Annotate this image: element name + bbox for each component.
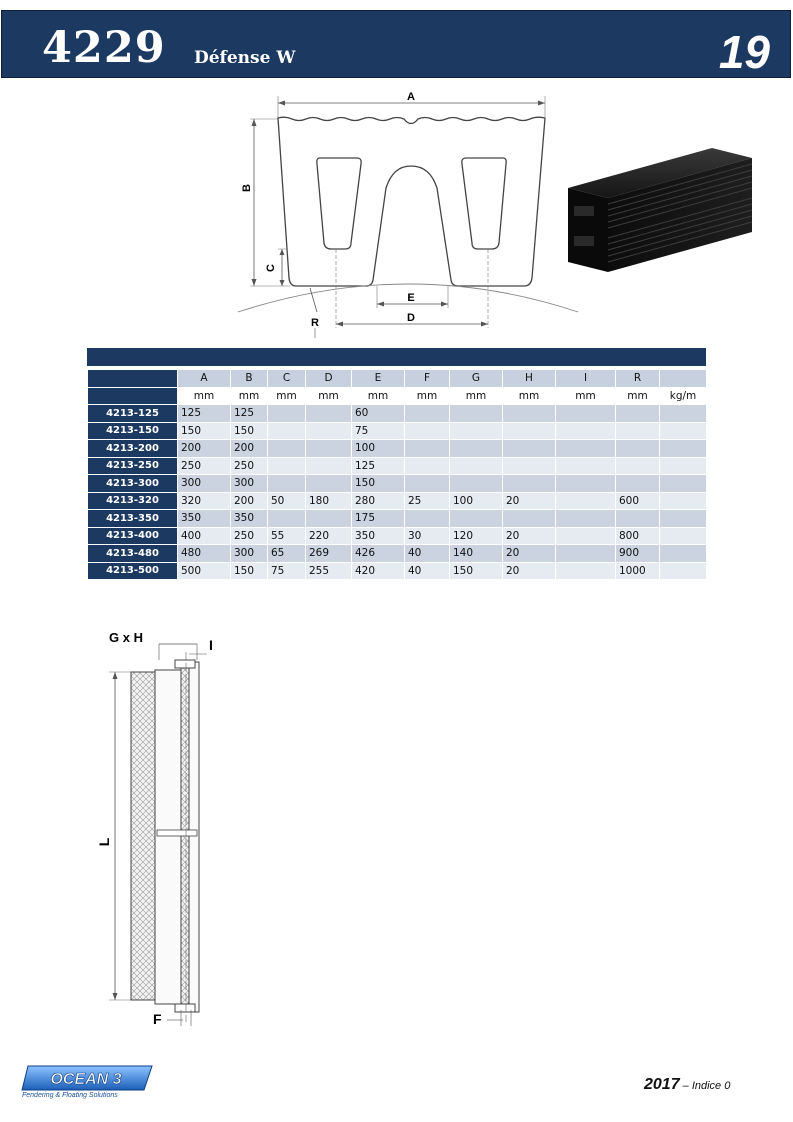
table-cell: R bbox=[616, 370, 660, 388]
table-cell bbox=[660, 527, 707, 545]
table-cell: 20 bbox=[503, 545, 556, 563]
row-reference: 4213-400 bbox=[88, 527, 178, 545]
table-cell: C bbox=[268, 370, 306, 388]
table-cell: mm bbox=[616, 387, 660, 405]
table-cell: 100 bbox=[352, 440, 405, 458]
table-row bbox=[88, 475, 707, 493]
table-cell: I bbox=[556, 370, 616, 388]
table-banner bbox=[87, 348, 706, 366]
table-row bbox=[88, 422, 707, 440]
table-cell: 600 bbox=[616, 492, 660, 510]
table-cell: E bbox=[352, 370, 405, 388]
table-cell: mm bbox=[306, 387, 352, 405]
table-cell: 125 bbox=[178, 405, 231, 423]
table-cell bbox=[556, 527, 616, 545]
table-cell: 480 bbox=[178, 545, 231, 563]
fender-side-body bbox=[131, 652, 199, 1022]
product-render bbox=[562, 140, 762, 280]
table-cell: 350 bbox=[231, 510, 268, 528]
table-cell bbox=[405, 475, 450, 493]
table-cell bbox=[660, 510, 707, 528]
table-cell bbox=[268, 475, 306, 493]
label-d: D bbox=[407, 312, 415, 324]
table-cell: 40 bbox=[405, 545, 450, 563]
table-cell: B bbox=[231, 370, 268, 388]
table-cell bbox=[503, 457, 556, 475]
table-cell: 125 bbox=[231, 405, 268, 423]
fender-profile bbox=[278, 117, 545, 286]
table-cell bbox=[556, 562, 616, 580]
dimension-f bbox=[153, 1010, 191, 1027]
dimensions-table bbox=[87, 369, 707, 580]
table-cell bbox=[450, 405, 503, 423]
table-cell bbox=[450, 440, 503, 458]
row-reference: 4213-480 bbox=[88, 545, 178, 563]
table-row bbox=[88, 527, 707, 545]
label-l: L bbox=[96, 837, 112, 847]
table-cell: 800 bbox=[616, 527, 660, 545]
row-reference: 4213-350 bbox=[88, 510, 178, 528]
year-text: 2017 bbox=[644, 1076, 680, 1093]
table-cell: mm bbox=[178, 387, 231, 405]
table-cell bbox=[556, 510, 616, 528]
table-cell: H bbox=[503, 370, 556, 388]
row-reference: 4213-125 bbox=[88, 405, 178, 423]
radius-marker bbox=[310, 288, 319, 338]
table-cell bbox=[556, 475, 616, 493]
table-cell: 200 bbox=[178, 440, 231, 458]
table-cell: mm bbox=[405, 387, 450, 405]
title-bar bbox=[1, 10, 791, 78]
table-cell: 300 bbox=[231, 545, 268, 563]
row-reference: 4213-200 bbox=[88, 440, 178, 458]
row-reference: 4213-500 bbox=[88, 562, 178, 580]
table-cell: 65 bbox=[268, 545, 306, 563]
table-cell bbox=[660, 440, 707, 458]
row-reference bbox=[88, 370, 178, 388]
table-cell: 150 bbox=[352, 475, 405, 493]
table-cell bbox=[503, 510, 556, 528]
table-cell: 426 bbox=[352, 545, 405, 563]
dimension-e bbox=[377, 286, 448, 308]
table-cell bbox=[450, 510, 503, 528]
indice-text: – Indice 0 bbox=[679, 1080, 731, 1092]
table-row bbox=[88, 405, 707, 423]
table-cell: 900 bbox=[616, 545, 660, 563]
table-row bbox=[88, 492, 707, 510]
table-cell bbox=[556, 492, 616, 510]
table-cell: 269 bbox=[306, 545, 352, 563]
table-cell bbox=[450, 422, 503, 440]
table-cell: mm bbox=[556, 387, 616, 405]
table-cell bbox=[616, 457, 660, 475]
table-cell: 220 bbox=[306, 527, 352, 545]
table-cell bbox=[616, 440, 660, 458]
table-cell bbox=[268, 422, 306, 440]
table-cell bbox=[660, 545, 707, 563]
table-column-headers bbox=[88, 370, 707, 388]
table-cell: 1000 bbox=[616, 562, 660, 580]
table-cell: 280 bbox=[352, 492, 405, 510]
table-cell bbox=[556, 545, 616, 563]
label-i: I bbox=[209, 637, 213, 653]
table-cell: 20 bbox=[503, 527, 556, 545]
table-cell: 250 bbox=[231, 527, 268, 545]
table-cell bbox=[405, 510, 450, 528]
table-cell bbox=[306, 510, 352, 528]
table-cell bbox=[556, 422, 616, 440]
profile-drawing bbox=[230, 88, 590, 343]
table-cell: 175 bbox=[352, 510, 405, 528]
table-cell bbox=[660, 492, 707, 510]
table-cell bbox=[660, 562, 707, 580]
label-f: F bbox=[153, 1011, 162, 1027]
row-reference bbox=[88, 387, 178, 405]
table-cell: 25 bbox=[405, 492, 450, 510]
table-cell: mm bbox=[268, 387, 306, 405]
dimension-a bbox=[278, 91, 545, 117]
table-cell bbox=[503, 405, 556, 423]
table-cell: 75 bbox=[352, 422, 405, 440]
table-cell: 250 bbox=[178, 457, 231, 475]
logo-tagline: Fendering & Floating Solutions bbox=[22, 1092, 118, 1099]
table-cell: 100 bbox=[450, 492, 503, 510]
ocean3-logo bbox=[20, 1064, 155, 1094]
table-cell bbox=[503, 422, 556, 440]
table-cell: 40 bbox=[405, 562, 450, 580]
table-cell bbox=[660, 475, 707, 493]
table-cell: 200 bbox=[231, 492, 268, 510]
table-cell: 30 bbox=[405, 527, 450, 545]
table-cell bbox=[450, 457, 503, 475]
table-cell: 120 bbox=[450, 527, 503, 545]
table-cell bbox=[405, 457, 450, 475]
table-cell: 420 bbox=[352, 562, 405, 580]
table-cell: 55 bbox=[268, 527, 306, 545]
table-cell: 180 bbox=[306, 492, 352, 510]
table-cell: kg/m bbox=[660, 387, 707, 405]
table-cell bbox=[556, 405, 616, 423]
table-cell: 350 bbox=[352, 527, 405, 545]
table-cell bbox=[616, 405, 660, 423]
table-cell bbox=[660, 457, 707, 475]
table-cell bbox=[405, 440, 450, 458]
label-b: B bbox=[241, 184, 253, 192]
table-cell: 300 bbox=[231, 475, 268, 493]
table-cell: 20 bbox=[503, 492, 556, 510]
label-c: C bbox=[265, 264, 277, 272]
table-cell: mm bbox=[450, 387, 503, 405]
table-cell: mm bbox=[503, 387, 556, 405]
row-reference: 4213-320 bbox=[88, 492, 178, 510]
table-cell: 150 bbox=[231, 422, 268, 440]
label-a: A bbox=[407, 91, 415, 103]
product-number: 4229 bbox=[42, 23, 166, 73]
row-reference: 4213-250 bbox=[88, 457, 178, 475]
table-cell bbox=[306, 422, 352, 440]
table-cell: 255 bbox=[306, 562, 352, 580]
table-cell: 150 bbox=[231, 562, 268, 580]
table-cell bbox=[616, 510, 660, 528]
table-cell: 150 bbox=[450, 562, 503, 580]
table-cell: A bbox=[178, 370, 231, 388]
side-view-drawing bbox=[95, 622, 235, 1042]
table-cell bbox=[405, 405, 450, 423]
table-cell: 50 bbox=[268, 492, 306, 510]
table-cell bbox=[306, 475, 352, 493]
label-gxh: G x H bbox=[109, 630, 143, 645]
table-cell bbox=[306, 457, 352, 475]
table-cell bbox=[405, 422, 450, 440]
table-cell bbox=[268, 457, 306, 475]
table-cell: 320 bbox=[178, 492, 231, 510]
footer-year bbox=[644, 1076, 730, 1094]
table-cell bbox=[268, 405, 306, 423]
table-cell bbox=[268, 510, 306, 528]
table-cell bbox=[660, 422, 707, 440]
table-cell bbox=[450, 475, 503, 493]
table-cell bbox=[268, 440, 306, 458]
table-cell bbox=[660, 370, 707, 388]
table-cell: 20 bbox=[503, 562, 556, 580]
table-cell: 150 bbox=[178, 422, 231, 440]
table-cell bbox=[306, 405, 352, 423]
table-cell bbox=[306, 440, 352, 458]
table-cell bbox=[660, 405, 707, 423]
table-cell bbox=[556, 457, 616, 475]
dimension-i bbox=[189, 637, 213, 654]
table-cell: 125 bbox=[352, 457, 405, 475]
table-cell bbox=[616, 475, 660, 493]
table-row bbox=[88, 510, 707, 528]
label-e: E bbox=[407, 292, 415, 304]
dimension-gxh bbox=[109, 630, 197, 660]
table-cell: G bbox=[450, 370, 503, 388]
row-reference: 4213-150 bbox=[88, 422, 178, 440]
table-units-row bbox=[88, 387, 707, 405]
table-cell: 500 bbox=[178, 562, 231, 580]
product-name: Défense W bbox=[194, 48, 296, 68]
table-cell: 250 bbox=[231, 457, 268, 475]
table-cell: 60 bbox=[352, 405, 405, 423]
table-row bbox=[88, 562, 707, 580]
table-cell bbox=[503, 475, 556, 493]
table-cell: 140 bbox=[450, 545, 503, 563]
table-cell: D bbox=[306, 370, 352, 388]
table-cell: 300 bbox=[178, 475, 231, 493]
table-cell bbox=[616, 422, 660, 440]
table-cell bbox=[556, 440, 616, 458]
table-cell: mm bbox=[352, 387, 405, 405]
table-row bbox=[88, 545, 707, 563]
table-cell: 200 bbox=[231, 440, 268, 458]
table-row bbox=[88, 457, 707, 475]
row-reference: 4213-300 bbox=[88, 475, 178, 493]
table-cell: mm bbox=[231, 387, 268, 405]
table-cell: 75 bbox=[268, 562, 306, 580]
table-row bbox=[88, 440, 707, 458]
table-cell: F bbox=[405, 370, 450, 388]
table-cell bbox=[503, 440, 556, 458]
logo-text: OCEAN 3 bbox=[50, 1071, 122, 1088]
table-cell: 400 bbox=[178, 527, 231, 545]
page-number: 19 bbox=[718, 26, 770, 78]
label-r: R bbox=[311, 317, 319, 329]
table-cell: 350 bbox=[178, 510, 231, 528]
